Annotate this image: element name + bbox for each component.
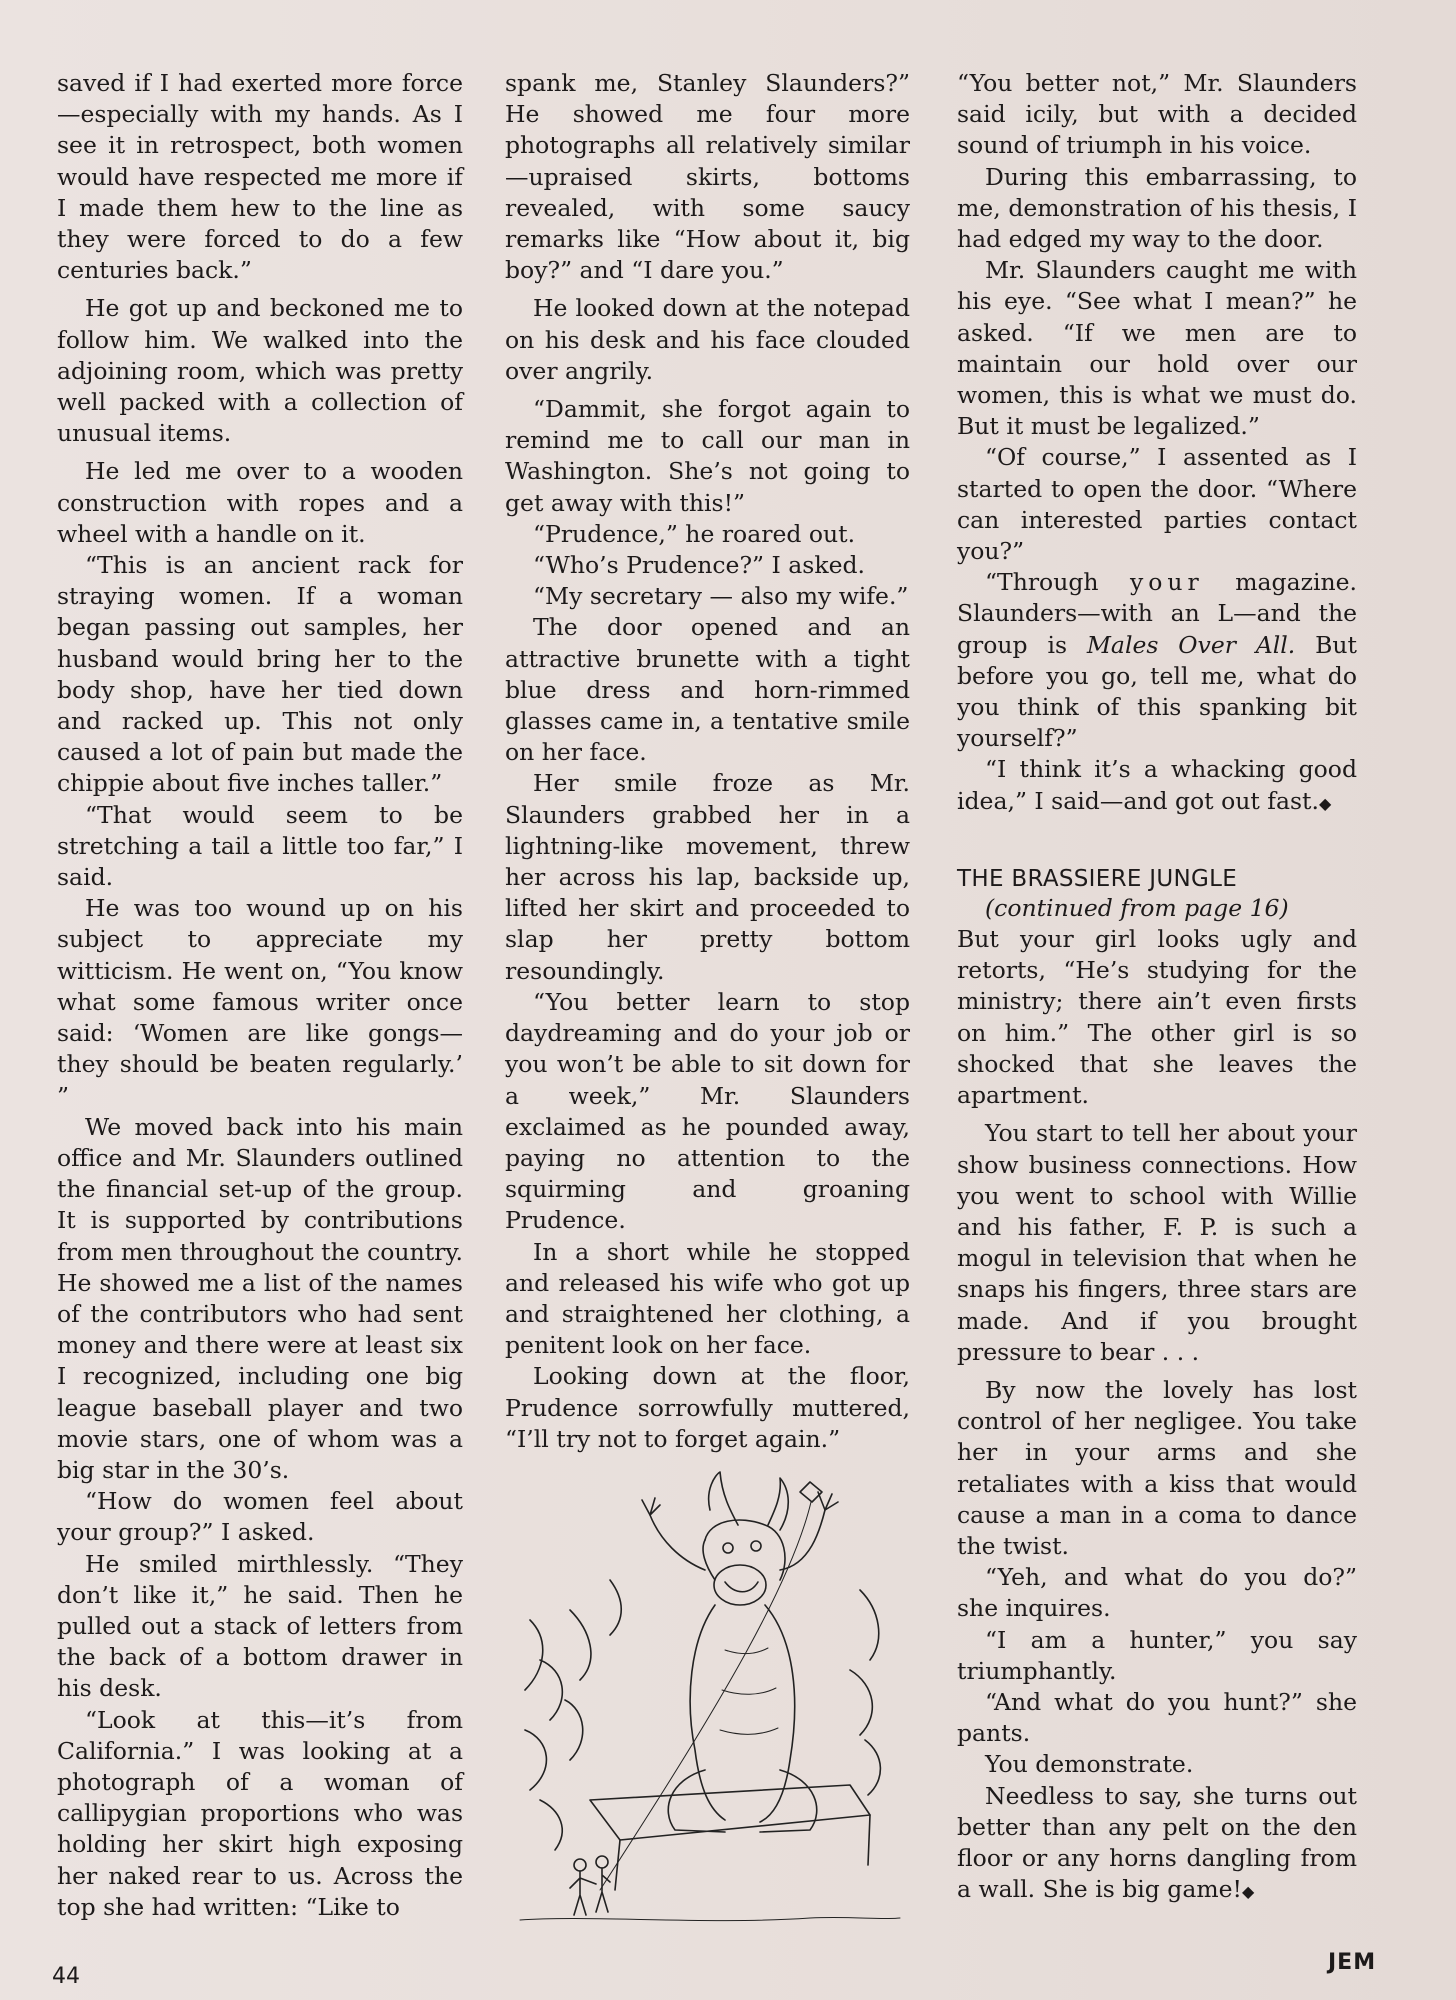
- paragraph: “And what do you hunt?” she pants.: [957, 1687, 1357, 1748]
- paragraph: We moved back into his main office and Mr. Slaunders outlined the financial set-up of the group. It is supported by contributions from men throughout the country. He showed me a list of the names of the contributors who had sent money and there were at least six I recognized, including one big league baseball player and two movie stars, one of whom was a big star in the 30’s.: [57, 1112, 463, 1484]
- text-run: your: [1129, 568, 1204, 597]
- paragraph: Mr. Slaunders caught me with his eye. “See what I mean?” he asked. “If we men are to maintain our hold over our women, this is what we must do. But it must be legalized.”: [957, 256, 1357, 441]
- group-name: Males Over All.: [1086, 630, 1296, 659]
- paragraph: “You better not,” Mr. Slaunders said icily, but with a decided sound of triumph in his voice.: [957, 69, 1357, 160]
- article-title: THE BRASSIERE JUNGLE: [957, 865, 1238, 892]
- paragraph: “You better learn to stop daydreaming and do your job or you won’t be able to sit down for a week,” Mr. Slaunders exclaimed as he pounded away, paying no attention to the squirming and groaning Prudence.: [505, 987, 910, 1235]
- paragraph: You start to tell her about your show business connections. How you went to school with Willie and his father, F. P. is such a mogul in television that when he snaps his fingers, three stars are made. And if you brought pressure to bear . . .: [957, 1119, 1357, 1366]
- paragraph: “Of course,” I assented as I started to open the door. “Where can interested parties contact you?”: [957, 443, 1357, 566]
- text-run: Needless to say, she turns out better than any pelt on the den floor or any horns dangling from a wall. She is big game!: [957, 1781, 1357, 1904]
- paragraph: He led me over to a wooden construction with ropes and a wheel with a handle on it.: [57, 457, 463, 548]
- paragraph: In a short while he stopped and released his wife who got up and straightened her clothing, a penitent look on her face.: [505, 1237, 910, 1360]
- text-column-3: [957, 68, 1357, 1907]
- paragraph: Her smile froze as Mr. Slaunders grabbed her in a lightning-like movement, threw her across his lap, backside up, lifted her skirt and proceeded to slap her pretty bottom resoundingly.: [505, 769, 910, 985]
- page-number: 44: [52, 1964, 80, 1989]
- text-column-1: [57, 68, 463, 1923]
- paragraph: [957, 1781, 1357, 1908]
- paragraph: “Dammit, she forgot again to remind me to call our man in Washington. She’s not going to get away with this!”: [505, 395, 910, 517]
- paragraph: “Prudence,” he roared out.: [533, 519, 856, 548]
- paragraph: During this embarrassing, to me, demonstration of his thesis, I had edged my way to the door.: [957, 162, 1357, 254]
- paragraph: “Look at this—it’s from California.” I was looking at a photograph of a woman of callipygian proportions who was holding her skirt high exposing her naked rear to us. Across the top she had written: “Like to: [57, 1705, 463, 1921]
- paragraph: spank me, Stanley Slaunders?” He showed me four more photographs all relatively similar—upraised skirts, bottoms revealed, with some saucy remarks like “How about it, big boy?” and “I dare you.”: [505, 69, 910, 285]
- text-run: But before you go, tell me, what do you think of this spanking bit yourself?”: [957, 630, 1357, 753]
- paragraph: saved if I had exerted more force —especially with my hands. As I see it in retrospect, both women would have respected me more if I made them hew to the line as they were forced to do a few centuries back.”: [57, 69, 463, 285]
- paragraph: “I am a hunter,” you say triumphantly.: [957, 1625, 1357, 1685]
- paragraph: “This is an ancient rack for straying women. If a woman began passing out samples, her husband would bring her to the body shop, have her tied down and racked up. This not only caused a lot of pain but made the chippie about five inches taller.”: [57, 551, 463, 798]
- text-column-2: [505, 68, 910, 1455]
- end-mark: ◆: [1318, 793, 1332, 813]
- paragraph: [957, 567, 1357, 754]
- paragraph: The door opened and an attractive brunette with a tight blue dress and horn-rimmed glasses came in, a tentative smile on her face.: [505, 613, 910, 767]
- paragraph: “That would seem to be stretching a tail a little too far,” I said.: [57, 800, 463, 892]
- continued-note: (continued from page 16): [985, 893, 1289, 922]
- text-run: “I think it’s a whacking good idea,” I said—and got out fast.: [957, 755, 1357, 815]
- paragraph: “My secretary — also my wife.”: [533, 582, 909, 611]
- paragraph: [957, 754, 1357, 818]
- paragraph: You demonstrate.: [985, 1750, 1194, 1779]
- text-run: “Through: [985, 568, 1099, 597]
- paragraph: “Who’s Prudence?” I asked.: [533, 551, 866, 580]
- magazine-name: JEM: [1328, 1950, 1377, 1975]
- paragraph: “Yeh, and what do you do?” she inquires.: [957, 1563, 1357, 1623]
- cartoon-illustration: [510, 1470, 905, 1940]
- end-mark: ◆: [1242, 1882, 1255, 1902]
- paragraph: He looked down at the notepad on his desk and his face clouded over angrily.: [505, 294, 910, 385]
- paragraph: But your girl looks ugly and retorts, “He’s studying for the ministry; there ain’t even firsts on him.” The other girl is so shocked that she leaves the apartment.: [957, 925, 1357, 1110]
- paragraph: “How do women feel about your group?” I asked.: [57, 1487, 463, 1547]
- paragraph: By now the lovely has lost control of her negligee. You take her in your arms and she retaliates with a kiss that would cause a man in a coma to dance the twist.: [957, 1375, 1357, 1560]
- paragraph: Looking down at the floor, Prudence sorrowfully muttered, “I’ll try not to forget again.”: [505, 1362, 910, 1453]
- paragraph: He smiled mirthlessly. “They don’t like it,” he said. Then he pulled out a stack of letters from the back of a bottom drawer in his desk.: [57, 1549, 463, 1703]
- paragraph: He was too wound up on his subject to appreciate my witticism. He went on, “You know what some famous writer once said: ‘Women are like gongs—they should be beaten regularly.’ ”: [57, 894, 463, 1110]
- text-run: magazine. Slaunders—with an L—and the group is: [957, 568, 1357, 659]
- paragraph: He got up and beckoned me to follow him. We walked into the adjoining room, which was pretty well packed with a collection of unusual items.: [57, 294, 463, 448]
